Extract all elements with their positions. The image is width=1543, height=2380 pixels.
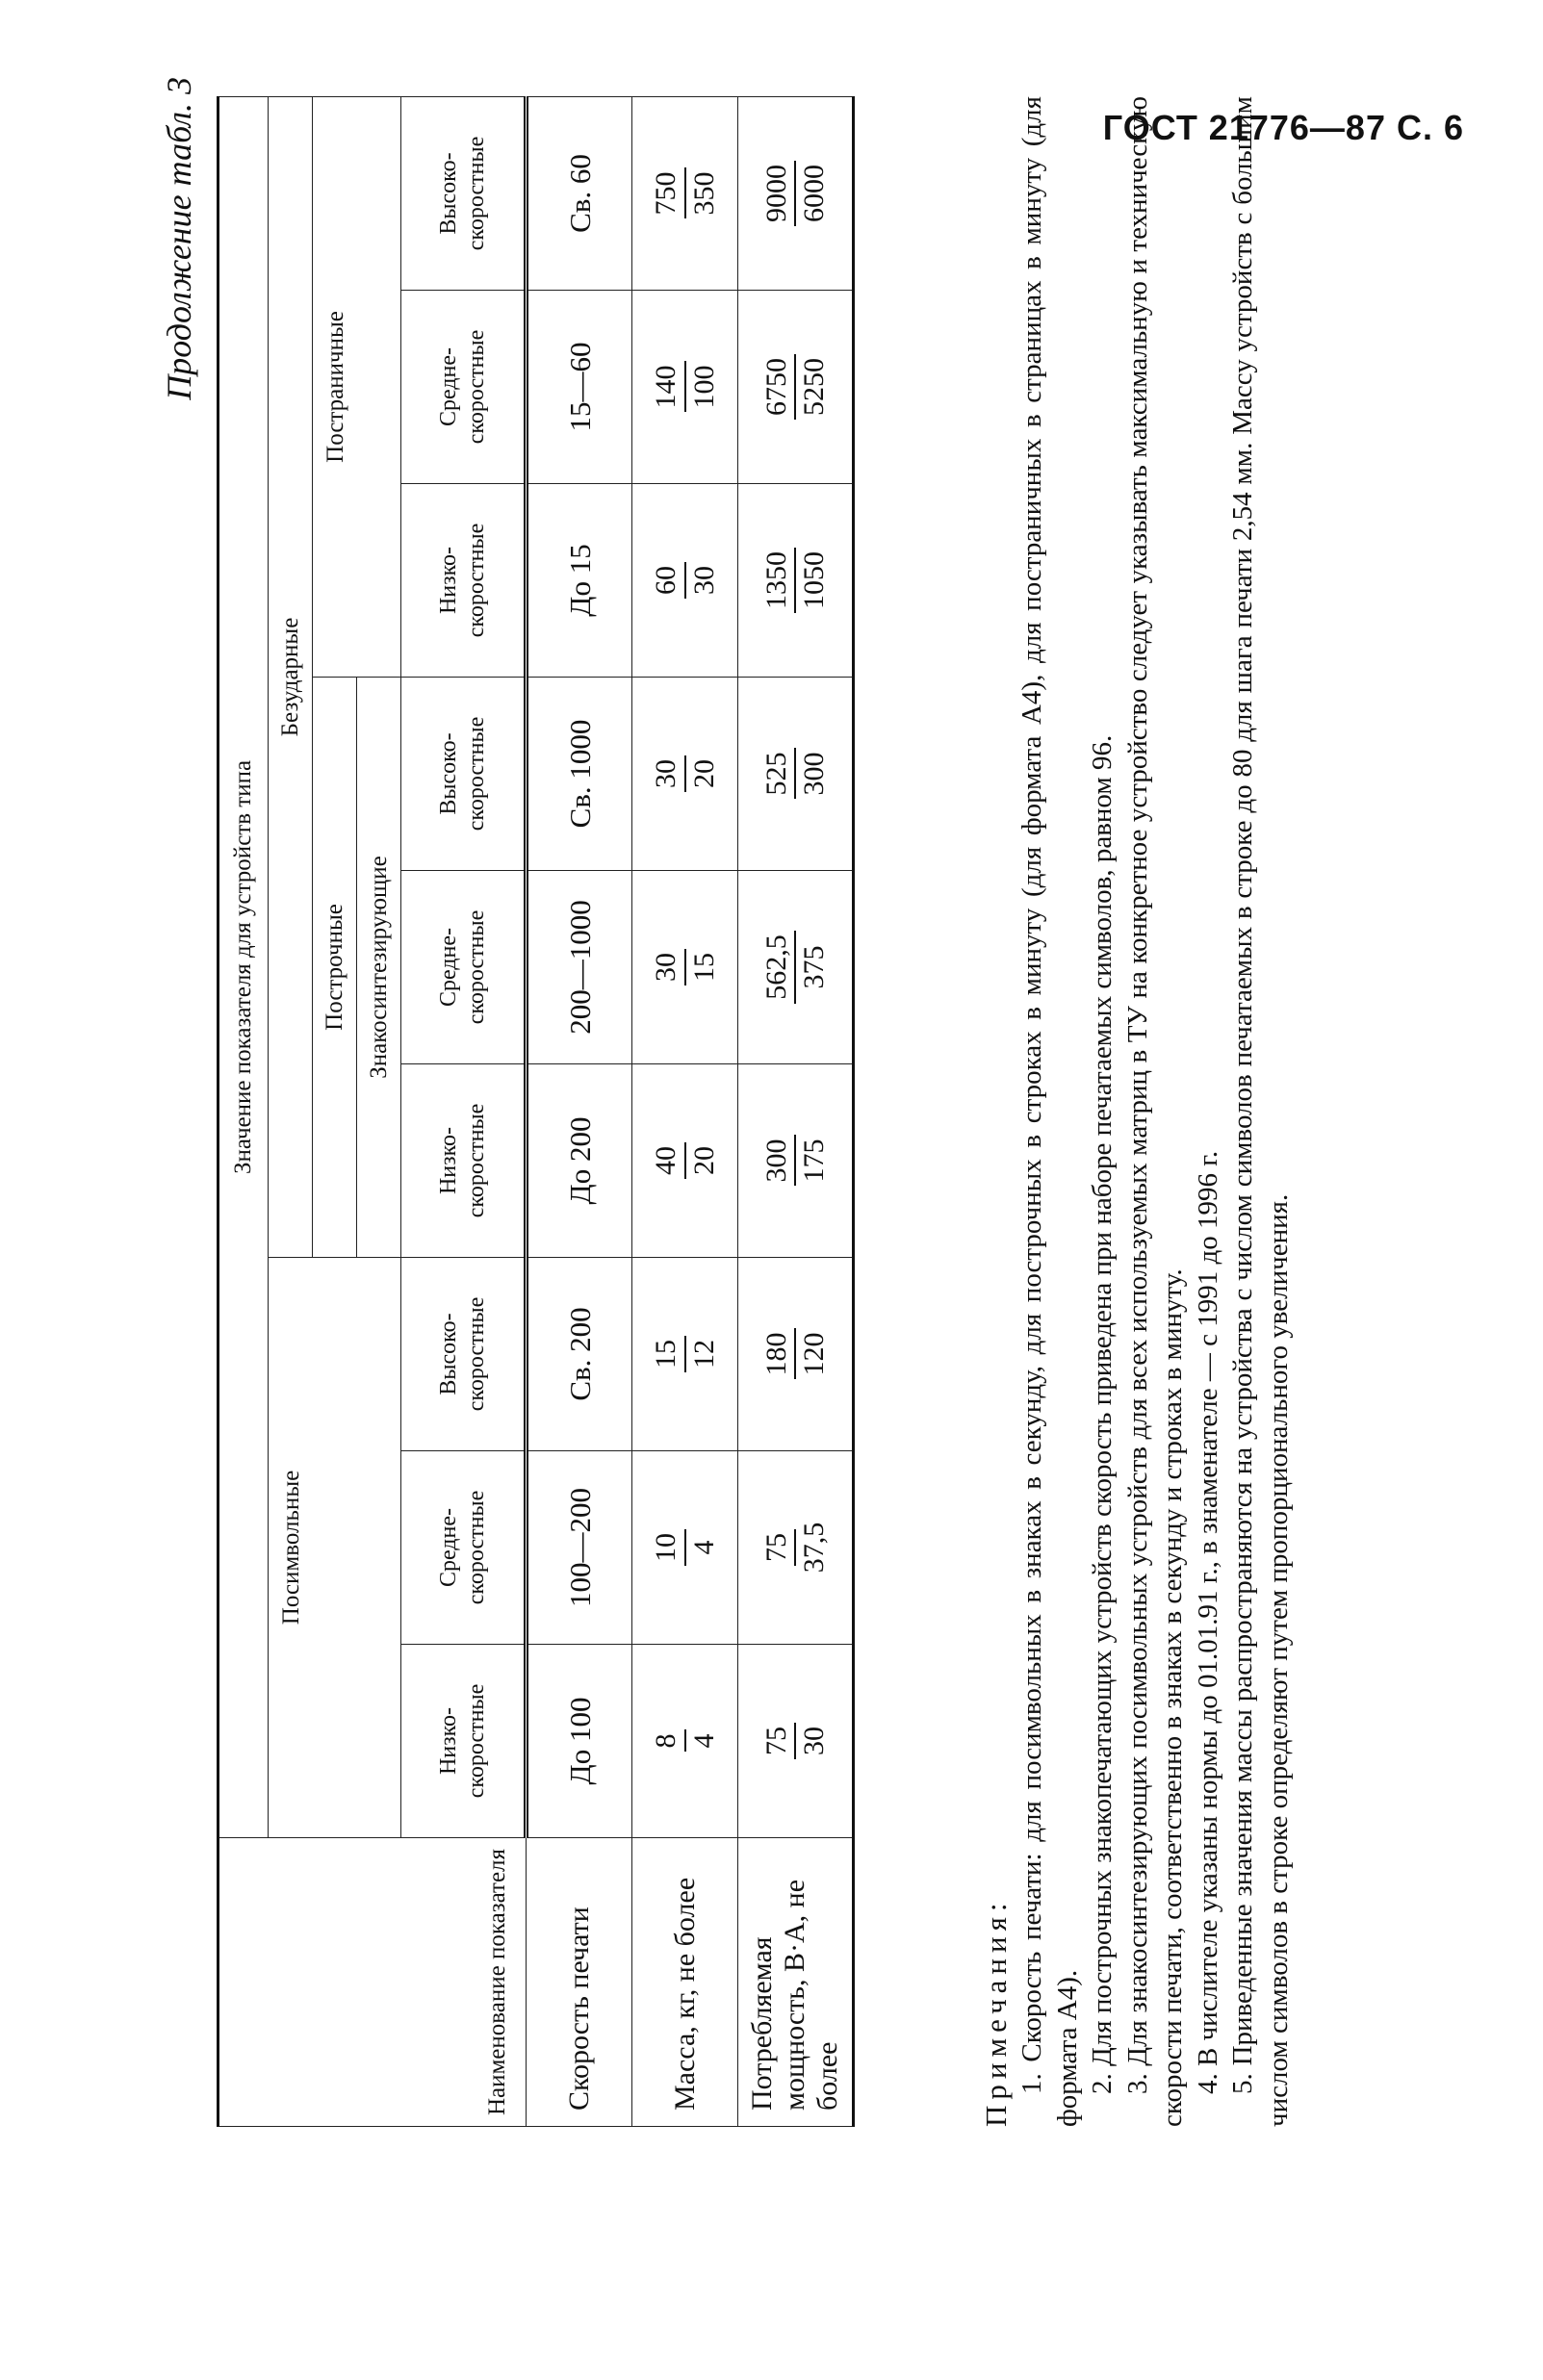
fraction-cell: 1350 1050 (738, 484, 854, 678)
table-cell: До 100 (527, 1645, 632, 1838)
fraction-cell: 60 30 (632, 484, 738, 678)
note-item: 2. Для построчных знакопечатающих устройств скорость приведена при наборе печатаемых символов, равном 96. (1087, 734, 1119, 2094)
table-cell: 200—1000 (527, 871, 632, 1064)
group-znakosintezir: Знакосинтезирующие (357, 678, 401, 1258)
fraction-cell: 8 4 (632, 1645, 738, 1838)
fraction-cell: 9000 6000 (738, 97, 854, 291)
table-continuation-caption: Продолжение табл. 3 (160, 77, 198, 400)
group-postrochnye: Построчные (313, 678, 357, 1258)
subheader-mid-speed: Средне-скоростные (401, 871, 527, 1064)
table-cell: Св. 1000 (527, 678, 632, 871)
notes-section (977, 96, 1296, 2127)
fraction-cell: 180 120 (738, 1258, 854, 1451)
fraction-cell: 30 20 (632, 678, 738, 871)
fraction-cell: 140 100 (632, 291, 738, 484)
row-print-speed (527, 97, 632, 2127)
table-cell: Св. 200 (527, 1258, 632, 1451)
name-column-header: Наименование показателя (219, 1838, 527, 2127)
notes-title: Примечания: (979, 1897, 1013, 2127)
fraction-cell: 6750 5250 (738, 291, 854, 484)
group-postranichnye: Постраничные (313, 97, 401, 678)
fraction-cell: 75 37,5 (738, 1451, 854, 1645)
fraction-cell: 15 12 (632, 1258, 738, 1451)
fraction-cell: 40 20 (632, 1064, 738, 1258)
subheader-low-speed: Низко-скоростные (401, 1645, 527, 1838)
group-posimvolnye: Посимвольные (269, 1258, 401, 1838)
table-cell: 100—200 (527, 1451, 632, 1645)
group-bezudarnye: Безударные (269, 97, 313, 1258)
fraction-cell: 525 300 (738, 678, 854, 871)
subheader-high-speed: Высоко-скоростные (401, 97, 527, 291)
subheader-mid-speed: Средне-скоростные (401, 1451, 527, 1645)
fraction-cell: 10 4 (632, 1451, 738, 1645)
row-label: Потребляемая мощность, В·А, не более (738, 1838, 854, 2127)
row-label: Скорость печати (527, 1838, 632, 2127)
fraction-cell: 750 350 (632, 97, 738, 291)
subheader-high-speed: Высоко-скоростные (401, 1258, 527, 1451)
note-item: 3. Для знакосинтезирующих посимвольных устройств для всех используемых матриц в ТУ на конкретное устройство следует указывать максимальную и техническую скорости печати, соответственно в знаках в секунду и строках в минуту. (1121, 96, 1189, 2127)
row-label: Масса, кг, не более (632, 1838, 738, 2127)
table-cell: До 15 (527, 484, 632, 678)
specs-table (217, 96, 855, 2127)
fraction-cell: 562,5 375 (738, 871, 854, 1064)
note-item: 5. Приведенные значения массы распространяются на устройства с числом символов печатаемых в строке до 80 для шага печати 2,54 мм. Массу устройств с большим числом символов в строке определяют путем пропорционального увеличения. (1227, 96, 1294, 2127)
value-group-header: Значение показателя для устройств типа (219, 97, 269, 1838)
subheader-low-speed: Низко-скоростные (401, 1064, 527, 1258)
note-item: 4. В числителе указаны нормы до 01.01.91 г., в знаменателе — с 1991 до 1996 г. (1192, 1150, 1223, 2094)
subheader-high-speed: Высоко-скоростные (401, 678, 527, 871)
fraction-cell: 30 15 (632, 871, 738, 1064)
row-mass (632, 97, 738, 2127)
table-cell: 15—60 (527, 291, 632, 484)
fraction-cell: 75 30 (738, 1645, 854, 1838)
rotated-page-content (159, 48, 1391, 2146)
subheader-mid-speed: Средне-скоростные (401, 291, 527, 484)
fraction-cell: 300 175 (738, 1064, 854, 1258)
table-cell: Св. 60 (527, 97, 632, 291)
row-power (738, 97, 854, 2127)
page-header: ГОСТ 21776—87 С. 6 (1102, 108, 1464, 147)
note-item: 1. Скорость печати: для посимвольных в знаках в секунду, для построчных в строках в минуту (для формата А4), для постраничных в страницах в минуту (для формата А4). (1016, 96, 1083, 2127)
table-cell: До 200 (527, 1064, 632, 1258)
subheader-low-speed: Низко-скоростные (401, 484, 527, 678)
